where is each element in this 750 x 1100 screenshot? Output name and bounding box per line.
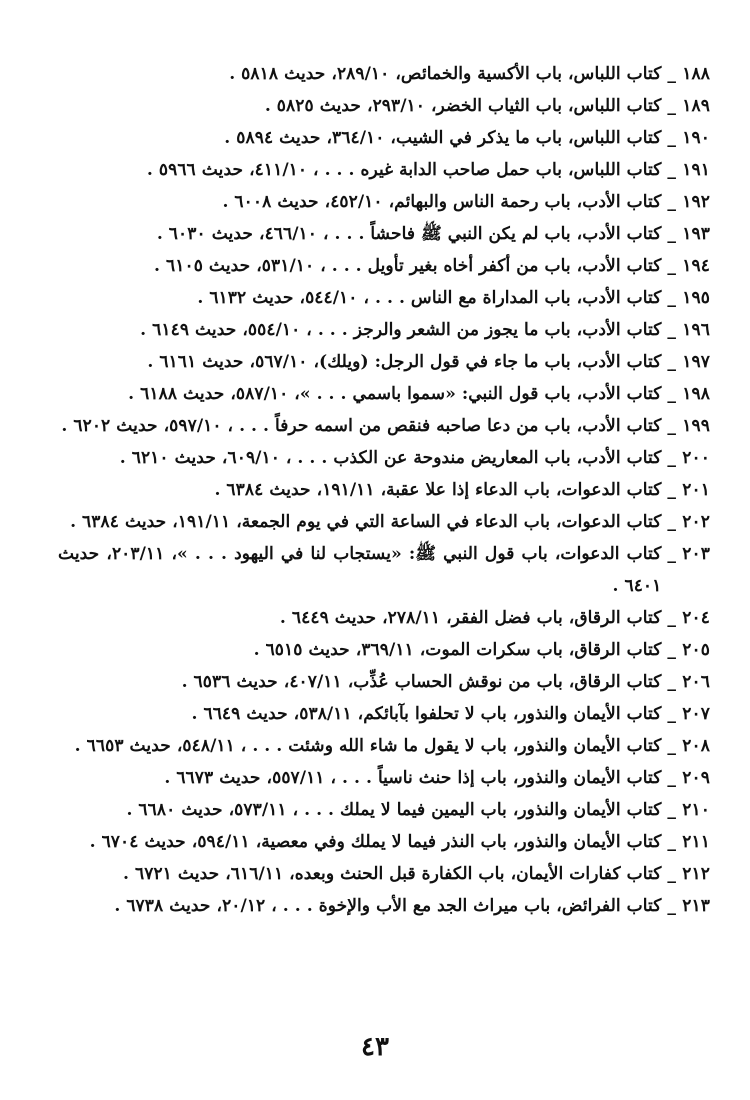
entry-text: كتاب الدعوات، باب الدعاء في الساعة التي في يوم الجمعة، ١٩١/١١، حديث ٦٣٨٤ . [70,512,662,532]
entry-number: ٢١٢ [682,864,710,884]
entry-number: ٢٠١ [682,480,710,500]
entry-dash: _ [667,288,676,308]
list-item [58,122,710,154]
entry-number: ١٩٤ [682,256,710,276]
entry-text: كتاب الأدب، باب ما يجوز من الشعر والرجز . . . ، ٥٥٤/١٠، حديث ٦١٤٩ . [140,320,662,340]
entry-number: ٢٠٧ [682,704,710,724]
list-item [58,218,710,250]
entry-text: كتاب الأدب، باب من أكفر أخاه بغير تأويل . . . ، ٥٣١/١٠، حديث ٦١٠٥ . [154,256,662,276]
list-item [58,58,710,90]
list-item [58,410,710,442]
entry-number: ٢٠٥ [682,640,710,660]
entry-dash: _ [667,192,676,212]
entry-number: ١٩٢ [682,192,710,212]
entry-dash: _ [667,736,676,756]
entry-number: ٢١١ [682,832,710,852]
entry-text: كتاب الرقاق، باب من نوقش الحساب عُذِّب، ٤٠٧/١١، حديث ٦٥٣٦ . [181,672,662,692]
entry-text: كتاب اللباس، باب حمل صاحب الدابة غيره . . . ، ٤١١/١٠، حديث ٥٩٦٦ . [146,160,662,180]
entry-number: ١٩٠ [682,128,710,148]
entry-number: ١٩٦ [682,320,710,340]
entry-dash: _ [667,352,676,372]
entry-dash: _ [667,160,676,180]
entry-dash: _ [667,640,676,660]
list-item [58,538,710,602]
entry-number: ١٩٥ [682,288,710,308]
page-number: ٤٣ [361,1032,389,1062]
entry-number: ١٩١ [682,160,710,180]
entry-dash: _ [667,96,676,116]
list-item [58,314,710,346]
entry-dash: _ [667,448,676,468]
entry-dash: _ [667,320,676,340]
list-item [58,698,710,730]
entry-dash: _ [667,384,676,404]
entry-text: كتاب الأدب، باب المداراة مع الناس . . . ، ٥٤٤/١٠، حديث ٦١٣٢ . [197,288,662,308]
entry-text: كتاب اللباس، باب الأكسية والخمائص، ٢٨٩/١٠، حديث ٥٨١٨ . [229,64,662,84]
entry-text: كتاب الدعوات، باب قول النبي ﷺ: «يستجاب لنا في اليهود . . . »، ٢٠٣/١١، حديث ٦٤٠١ . [58,544,662,596]
entry-text: كتاب الأيمان والنذور، باب لا يقول ما شاء الله وشئت . . . ، ٥٤٨/١١، حديث ٦٦٥٣ . [74,736,662,756]
list-item [58,282,710,314]
entry-number: ٢٠٩ [682,768,710,788]
entry-dash: _ [667,800,676,820]
list-item [58,602,710,634]
entry-text: كتاب الأيمان والنذور، باب إذا حنث ناسياً . . . ، ٥٥٧/١١، حديث ٦٦٧٣ . [164,768,662,788]
entry-dash: _ [667,896,676,916]
entry-number: ٢١٣ [682,896,710,916]
entry-text: كتاب اللباس، باب الثياب الخضر، ٢٩٣/١٠، حديث ٥٨٢٥ . [264,96,662,116]
entry-dash: _ [667,544,676,564]
entry-number: ٢١٠ [682,800,710,820]
list-item [58,858,710,890]
list-item [58,826,710,858]
list-item [58,794,710,826]
entry-text: كتاب الأيمان والنذور، باب اليمين فيما لا يملك . . . ، ٥٧٣/١١، حديث ٦٦٨٠ . [126,800,662,820]
entry-text: كتاب الدعوات، باب الدعاء إذا علا عقبة، ١٩١/١١، حديث ٦٣٨٤ . [214,480,662,500]
entry-dash: _ [667,512,676,532]
entry-dash: _ [667,224,676,244]
list-item [58,90,710,122]
entry-number: ٢٠٨ [682,736,710,756]
entry-dash: _ [667,64,676,84]
list-item [58,506,710,538]
list-item [58,666,710,698]
entry-text: كتاب الأيمان والنذور، باب النذر فيما لا يملك وفي معصية، ٥٩٤/١١، حديث ٦٧٠٤ . [89,832,662,852]
entry-text: كتاب الأدب، باب المعاريض مندوحة عن الكذب . . . ، ٦٠٩/١٠، حديث ٦٢١٠ . [119,448,662,468]
entry-number: ١٩٩ [682,416,710,436]
entry-number: ٢٠٠ [682,448,710,468]
entry-dash: _ [667,416,676,436]
entry-dash: _ [667,480,676,500]
entry-text: كتاب الرقاق، باب فضل الفقر، ٢٧٨/١١، حديث ٦٤٤٩ . [279,608,662,628]
entry-number: ١٩٣ [682,224,710,244]
list-item [58,378,710,410]
entry-dash: _ [667,864,676,884]
entry-dash: _ [667,672,676,692]
list-item [58,474,710,506]
list-item [58,346,710,378]
list-item [58,890,710,922]
entry-text: كتاب كفارات الأيمان، باب الكفارة قبل الحنث وبعده، ٦١٦/١١، حديث ٦٧٢١ . [123,864,662,884]
entry-number: ١٨٩ [682,96,710,116]
list-item [58,634,710,666]
entry-dash: _ [667,608,676,628]
entry-dash: _ [667,256,676,276]
entry-text: كتاب الأدب، باب لم يكن النبي ﷺ فاحشاً . . . ، ٤٦٦/١٠، حديث ٦٠٣٠ . [156,224,662,244]
entry-text: كتاب الفرائض، باب ميراث الجد مع الأب والإخوة . . . ، ٢٠/١٢، حديث ٦٧٣٨ . [114,896,662,916]
entry-dash: _ [667,128,676,148]
entry-text: كتاب الأدب، باب من دعا صاحبه فنقص من اسمه حرفاً . . . ، ٥٩٧/١٠، حديث ٦٢٠٢ . [61,416,662,436]
entry-number: ١٩٨ [682,384,710,404]
entry-number: ٢٠٤ [682,608,710,628]
entry-text: كتاب اللباس، باب ما يذكر في الشيب، ٣٦٤/١٠، حديث ٥٨٩٤ . [224,128,662,148]
list-item [58,250,710,282]
entry-number: ٢٠٢ [682,512,710,532]
list-item [58,186,710,218]
list-item [58,154,710,186]
entry-text: كتاب الرقاق، باب سكرات الموت، ٣٦٩/١١، حديث ٦٥١٥ . [253,640,662,660]
entry-number: ٢٠٣ [682,544,710,564]
entry-dash: _ [667,832,676,852]
entry-text: كتاب الأدب، باب رحمة الناس والبهائم، ٤٥٢/١٠، حديث ٦٠٠٨ . [222,192,662,212]
list-item [58,442,710,474]
entry-dash: _ [667,704,676,724]
hadith-reference-list [58,58,710,922]
entry-number: ٢٠٦ [682,672,710,692]
entry-number: ١٩٧ [682,352,710,372]
entry-number: ١٨٨ [682,64,710,84]
entry-text: كتاب الأدب، باب قول النبي: «سموا باسمي . . . »، ٥٨٧/١٠، حديث ٦١٨٨ . [128,384,662,404]
entry-dash: _ [667,768,676,788]
list-item [58,730,710,762]
entry-text: كتاب الأيمان والنذور، باب لا تحلفوا بآبائكم، ٥٣٨/١١، حديث ٦٦٤٩ . [191,704,662,724]
list-item [58,762,710,794]
entry-text: كتاب الأدب، باب ما جاء في قول الرجل: (ويلك)، ٥٦٧/١٠، حديث ٦١٦١ . [147,352,662,372]
